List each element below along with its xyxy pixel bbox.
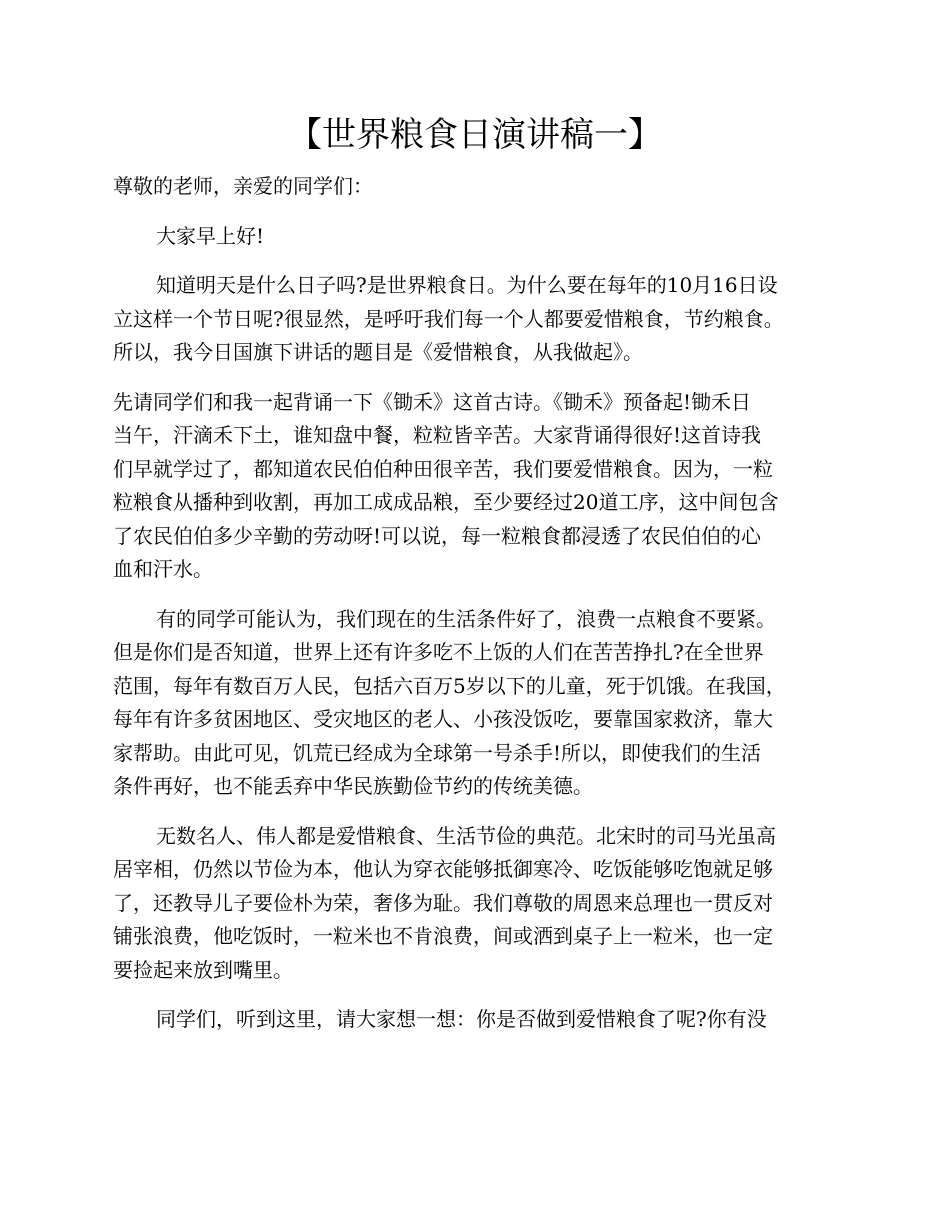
paragraph-line: 知道明天是什么日子吗?是世界粮食日。为什么要在每年的10月16日设: [156, 273, 778, 297]
paragraph-intro: [113, 269, 851, 370]
paragraph-line: 先请同学们和我一起背诵一下《锄禾》这首古诗。《锄禾》预备起!锄禾日: [113, 389, 752, 414]
paragraph-line: 条件再好，也不能丢弃中华民族勤俭节约的传统美德。: [113, 774, 593, 798]
paragraph-line: 有的同学可能认为，我们现在的生活条件好了，浪费一点粮食不要紧。: [156, 606, 776, 631]
paragraph-line: 粒粮食从播种到收割，再加工成成品粮，至少要经过20道工序，这中间包含: [113, 490, 779, 514]
paragraph-line: 尊敬的老师，亲爱的同学们：: [113, 174, 373, 198]
paragraph-line: 了，还教导儿子要俭朴为荣，奢侈为耻。我们尊敬的周恩来总理也一贯反对: [113, 890, 773, 915]
paragraph-line: 当午，汗滴禾下土，谁知盘中餐，粒粒皆辛苦。大家背诵得很好!这首诗我: [113, 423, 762, 447]
paragraph-line: 了农民伯伯多少辛勤的劳动呀!可以说，每一粒粮食都浸透了农民伯伯的心: [113, 523, 762, 548]
paragraph-hunger: [113, 603, 851, 804]
paragraph-question: [113, 1003, 851, 1037]
paragraph-line: 无数名人、伟人都是爱惜粮食、生活节俭的典范。北宋时的司马光虽高: [156, 823, 776, 848]
document-title: 【世界粮食日演讲稿一】: [288, 115, 662, 155]
paragraph-line: 们早就学过了，都知道农民伯伯种田很辛苦，我们要爱惜粮食。因为，一粒: [113, 456, 773, 481]
paragraph-line: 每年有许多贫困地区、受灾地区的老人、小孩没饭吃，要靠国家救济，靠大: [113, 707, 773, 731]
paragraph-line: 居宰相，仍然以节俭为本，他认为穿衣能够抵御寒冷、吃饭能够吃饱就足够: [113, 857, 773, 881]
paragraph-good-morning: [113, 220, 851, 254]
paragraph-poem: [113, 386, 851, 587]
paragraph-line: 立这样一个节日呢?很显然，是呼吁我们每一个人都要爱惜粮食，节约粮食。: [113, 306, 784, 331]
paragraph-line: 要捡起来放到嘴里。: [113, 957, 293, 982]
paragraph-examples: [113, 820, 851, 988]
paragraph-line: 范围，每年有数百万人民，包括六百万5岁以下的儿童，死于饥饿。在我国，: [113, 673, 786, 698]
paragraph-line: 所以，我今日国旗下讲话的题目是《爱惜粮食，从我做起》。: [113, 340, 643, 364]
paragraph-greeting: [113, 170, 851, 204]
paragraph-line: 血和汗水。: [113, 557, 213, 581]
paragraph-line: 大家早上好!: [156, 223, 265, 248]
paragraph-line: 但是你们是否知道，世界上还有许多吃不上饭的人们在苦苦挣扎?在全世界: [113, 640, 764, 664]
paragraph-line: 家帮助。由此可见，饥荒已经成为全球第一号杀手!所以，即使我们的生活: [113, 740, 762, 765]
paragraph-line: 铺张浪费，他吃饭时，一粒米也不肯浪费，间或洒到桌子上一粒米，也一定: [113, 924, 773, 948]
paragraph-line: 同学们，听到这里，请大家想一想：你是否做到爱惜粮食了呢?你有没: [156, 1007, 767, 1031]
document-body: [113, 170, 851, 1053]
